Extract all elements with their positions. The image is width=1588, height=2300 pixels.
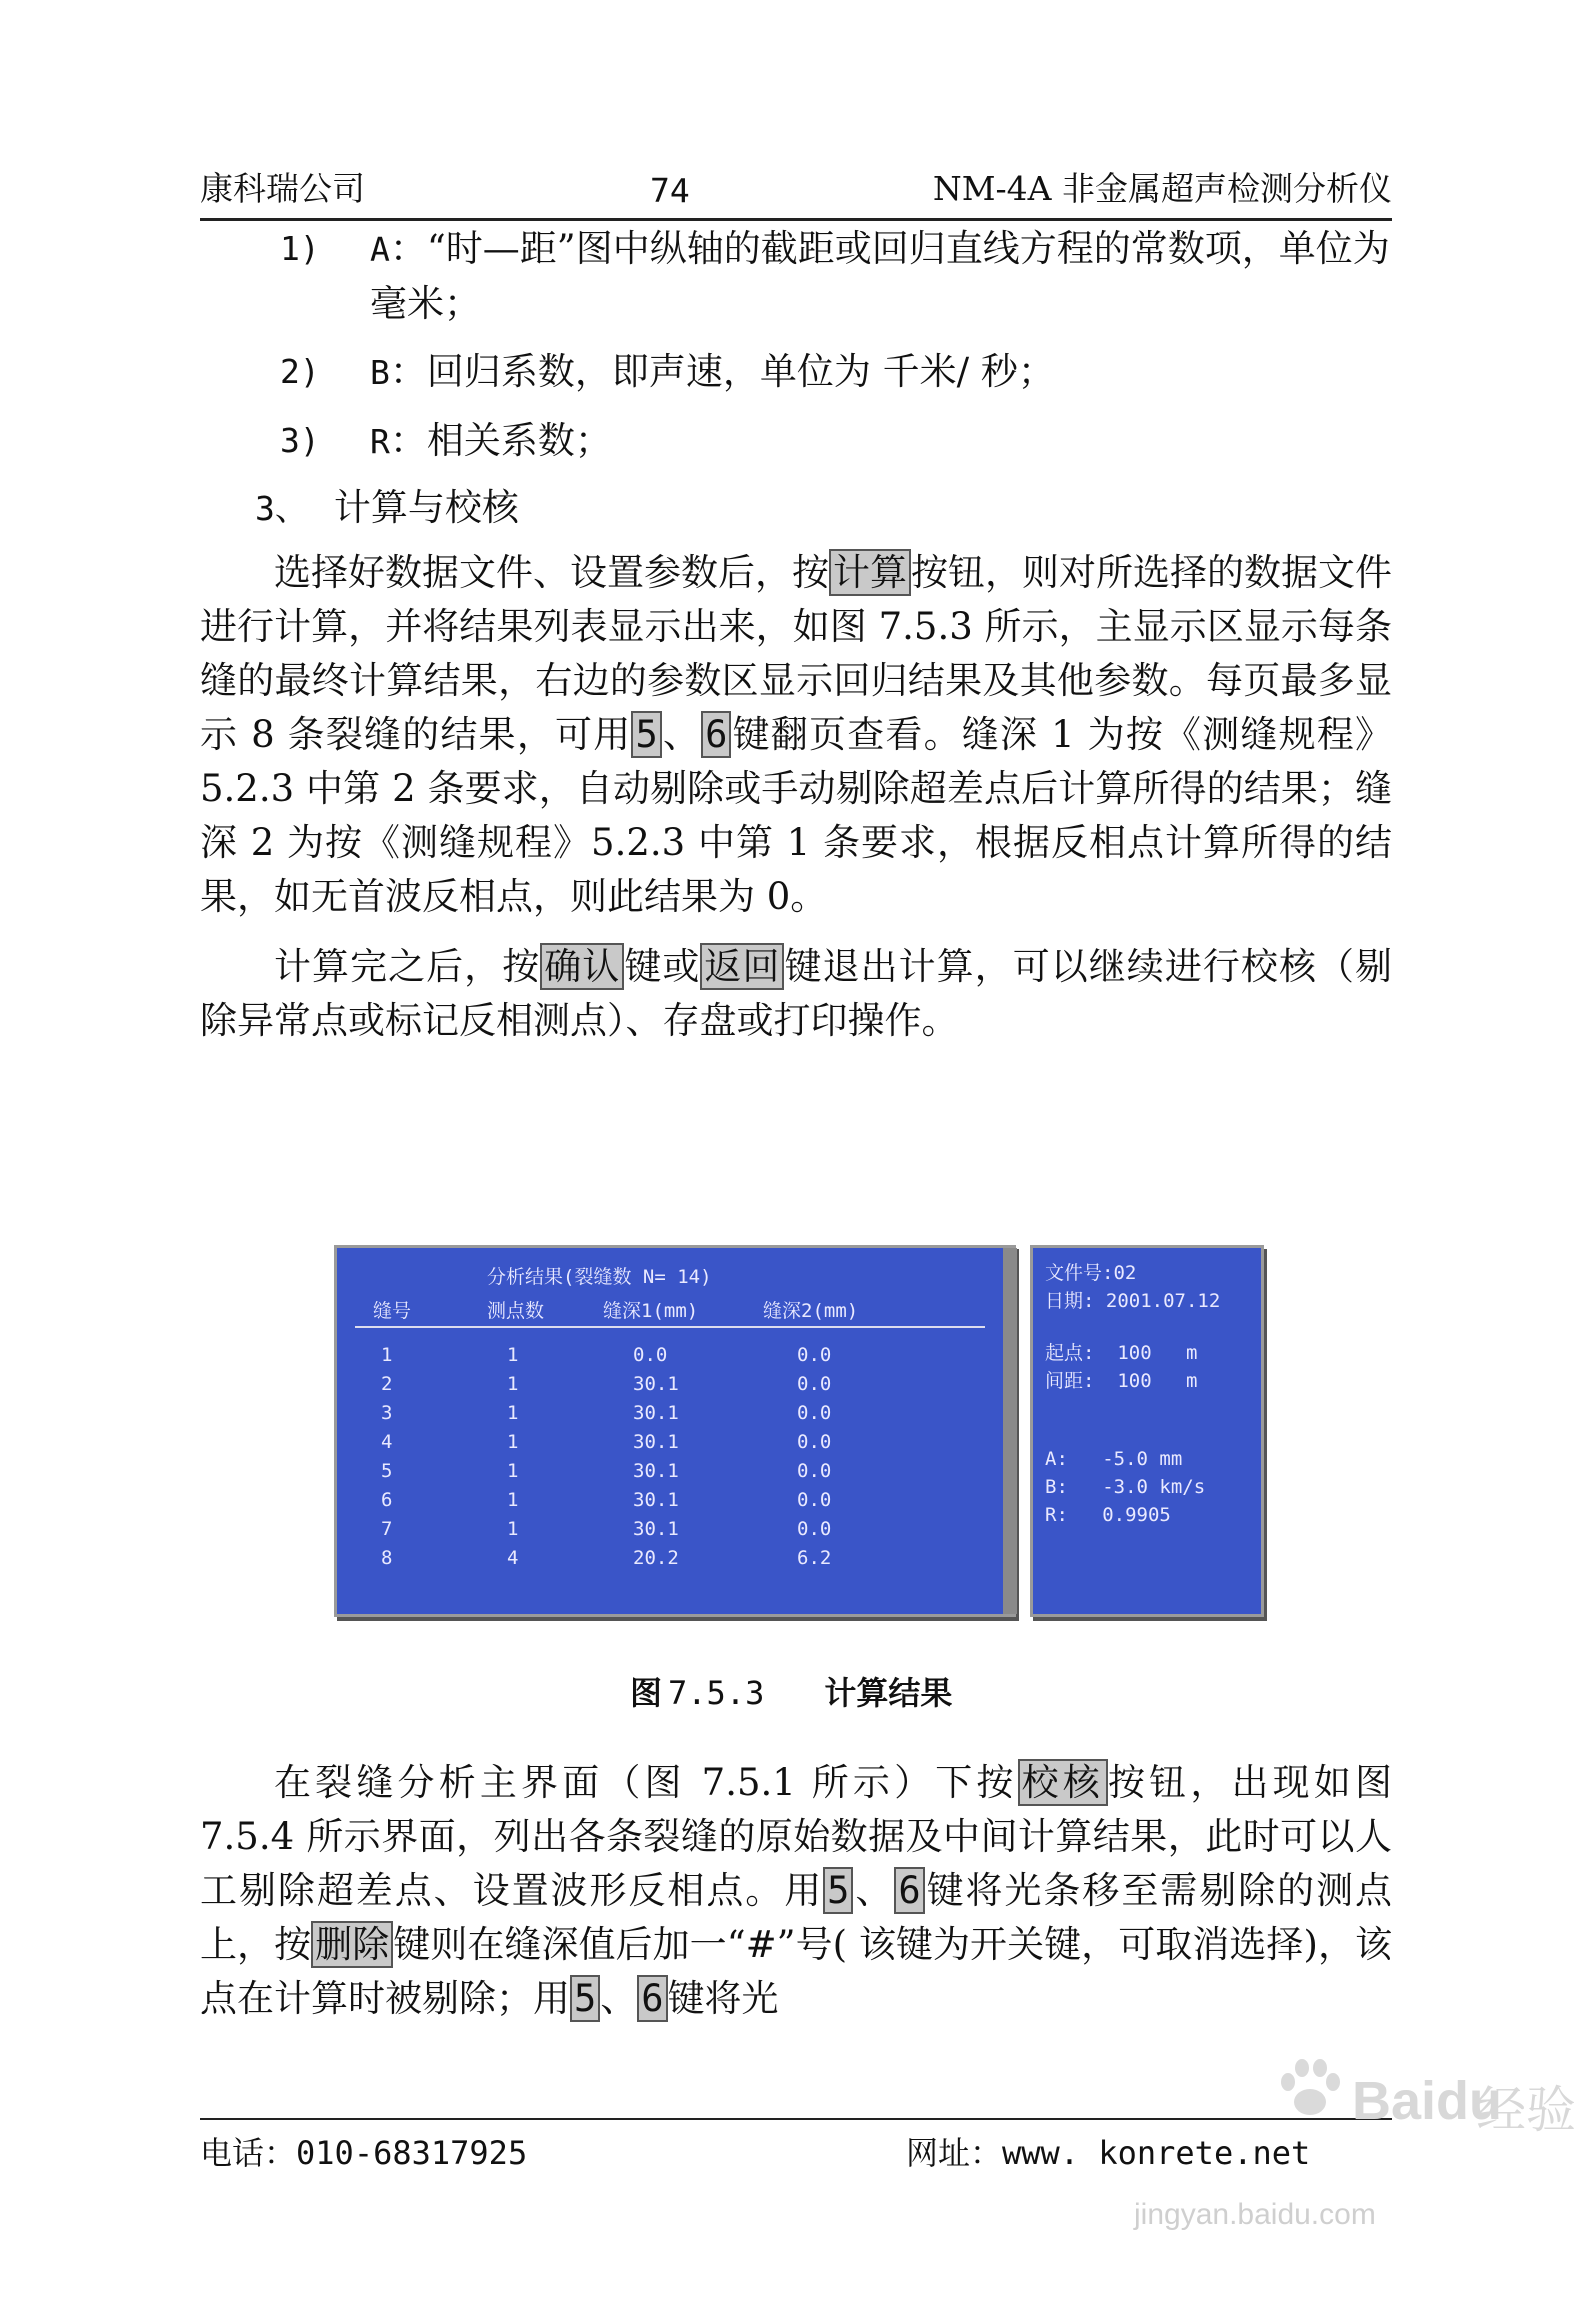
table-cell: 0.0 (797, 1518, 832, 1540)
return-key: 返回 (700, 943, 784, 990)
watermark-brand: Baidu (1352, 2071, 1503, 2131)
web-url: www. konrete.net (1002, 2134, 1311, 2172)
list-num: 2) (280, 352, 320, 391)
table-cell: 0.0 (633, 1344, 668, 1366)
key-6: 6 (637, 1975, 667, 2022)
phone (200, 2128, 527, 2174)
param-a: A: -5.0 mm (1045, 1448, 1183, 1470)
table-cell: 5 (381, 1460, 393, 1482)
start: 起点: 100 m (1045, 1342, 1198, 1364)
section-title: 计算与校核 (333, 486, 519, 529)
text: 键则在缝深值后加一“#”号( 该键为开关键，可取消选择)，该点在计算时被剔除；用 (200, 1923, 1393, 2020)
phone-number: 010-68317925 (296, 2134, 528, 2172)
list-label: R (370, 422, 390, 461)
product-title: NM-4A 非金属超声检测分析仪 (932, 169, 1392, 208)
main-content-2 (200, 1756, 1392, 2026)
table-cell: 30.1 (633, 1402, 679, 1424)
param-panel (1030, 1245, 1264, 1617)
text: 选择好数据文件、设置参数后，按 (274, 551, 829, 594)
page-footer (200, 2118, 1392, 2172)
table-cell: 1 (507, 1489, 519, 1511)
file-no: 文件号:02 (1045, 1262, 1137, 1284)
table-cell: 0.0 (797, 1460, 832, 1482)
table-cell: 0.0 (797, 1373, 832, 1395)
table-cell: 4 (507, 1547, 519, 1569)
table-cell: 1 (507, 1344, 519, 1366)
figure-calc-result (334, 1245, 1258, 1631)
text: 键将光条移至需剔除的测点上，按 (200, 1869, 1393, 1966)
watermark-product: 经验 (1476, 2082, 1576, 2138)
table-cell: 30.1 (633, 1489, 679, 1511)
main-content (200, 222, 1392, 1048)
screen-title: 分析结果(裂缝数 N= 14) (487, 1266, 712, 1288)
table-cell: 0.0 (797, 1402, 832, 1424)
table-cell: 1 (381, 1344, 393, 1366)
list-num: 1) (280, 229, 320, 268)
confirm-key: 确认 (540, 943, 624, 990)
page-header (200, 168, 1392, 221)
date: 日期: 2001.07.12 (1045, 1290, 1221, 1312)
table-cell: 0.0 (797, 1344, 832, 1366)
table-cell: 30.1 (633, 1460, 679, 1482)
watermark-url: jingyan.baidu.com (1134, 2198, 1376, 2231)
step: 间距: 100 m (1045, 1370, 1198, 1392)
table-cell: 0.0 (797, 1489, 832, 1511)
web-label: 网址： (906, 2134, 1003, 2172)
list-text: ：相关系数； (389, 419, 612, 462)
param-r: R: 0.9905 (1045, 1504, 1171, 1526)
paragraph-check (200, 1756, 1392, 2026)
scrollbar[interactable] (1003, 1248, 1017, 1614)
section-heading (200, 481, 1392, 536)
delete-key: 删除 (311, 1921, 393, 1968)
text: 、 (600, 1977, 638, 2020)
key-5: 5 (631, 711, 661, 758)
website (906, 2128, 1310, 2174)
table-cell: 1 (507, 1431, 519, 1453)
table-cell: 1 (507, 1518, 519, 1540)
figure-caption (630, 1668, 952, 1714)
phone-label: 电话： (200, 2134, 297, 2172)
list-label: B (370, 353, 390, 392)
col-header: 缝号 (373, 1300, 412, 1322)
text: 按钮，出现如图 7.5.4 所示界面，列出各条裂缝的原始数据及中间计算结果，此时可以人工剔除超差点、设置波形反相点。用 (200, 1761, 1393, 1912)
text: 键或 (624, 945, 701, 988)
table-cell: 4 (381, 1431, 393, 1453)
key-6: 6 (701, 711, 731, 758)
list-item (200, 414, 1392, 469)
page-number: 74 (650, 171, 690, 210)
list-text: ：“时—距”图中纵轴的截距或回归直线方程的常数项，单位为 毫米； (370, 227, 1390, 325)
table-cell: 6 (381, 1489, 393, 1511)
table-cell: 2 (381, 1373, 393, 1395)
company-name: 康科瑞公司 (200, 169, 365, 208)
table-cell: 30.1 (633, 1431, 679, 1453)
text: 键退出计算，可以继续进行校核（剔除异常点或标记反相测点）、存盘或打印操作。 (200, 945, 1393, 1042)
text: 键翻页查看。缝深 1 为按《测缝规程》5.2.3 中第 2 条要求，自动剔除或手动剔除超差点后计算所得的结果；缝深 2 为按《测缝规程》5.2.3 中第 1 条要求，根据反相点计算所得的结果，如无首波反相点，则此结果为 0。 (200, 713, 1393, 918)
text: 在裂缝分析主界面（图 7.5.1 所示）下按 (274, 1761, 1018, 1804)
list-num: 3) (280, 421, 320, 460)
table-cell: 8 (381, 1547, 393, 1569)
section-number: 3、 (255, 489, 308, 528)
key-6: 6 (894, 1867, 924, 1914)
table-cell: 20.2 (633, 1547, 679, 1569)
result-panel (334, 1245, 1016, 1617)
param-b: B: -3.0 km/s (1045, 1476, 1206, 1498)
table-cell: 6.2 (797, 1547, 832, 1569)
table-cell: 0.0 (797, 1431, 832, 1453)
table-cell: 30.1 (633, 1518, 679, 1540)
paragraph-after-calc (200, 940, 1392, 1048)
col-header: 缝深2(mm) (763, 1300, 859, 1322)
caption-number: 7.5.3 (668, 1674, 765, 1712)
paw-icon (1272, 2052, 1348, 2128)
check-key: 校核 (1018, 1759, 1108, 1806)
list-label: A (370, 230, 390, 269)
text: 、 (661, 713, 702, 756)
caption-title: 计算结果 (824, 1674, 953, 1712)
col-header: 测点数 (487, 1300, 545, 1322)
list-item (200, 222, 1392, 331)
table-cell: 3 (381, 1402, 393, 1424)
screen-divider (355, 1326, 985, 1328)
key-5: 5 (570, 1975, 600, 2022)
calc-key: 计算 (829, 549, 911, 596)
key-5: 5 (823, 1867, 853, 1914)
list-text: ：回归系数，即声速，单位为 千米/ 秒； (389, 350, 1055, 393)
table-cell: 30.1 (633, 1373, 679, 1395)
table-cell: 1 (507, 1373, 519, 1395)
text: 按钮，则对所选择的数据文件进行计算，并将结果列表显示出来，如图 7.5.3 所示，主显示区显示每条缝的最终计算结果，右边的参数区显示回归结果及其他参数。每页最多显示 8 条裂缝的结果，可用 (200, 551, 1392, 756)
table-cell: 7 (381, 1518, 393, 1540)
list-item (200, 345, 1392, 400)
col-header: 缝深1(mm) (603, 1300, 699, 1322)
paragraph-calc (200, 546, 1392, 924)
text: 键将光 (667, 1977, 779, 2020)
table-cell: 1 (507, 1460, 519, 1482)
caption-prefix: 图 (630, 1674, 663, 1712)
table-cell: 1 (507, 1402, 519, 1424)
text: 计算完之后，按 (274, 945, 541, 988)
text: 、 (853, 1869, 895, 1912)
